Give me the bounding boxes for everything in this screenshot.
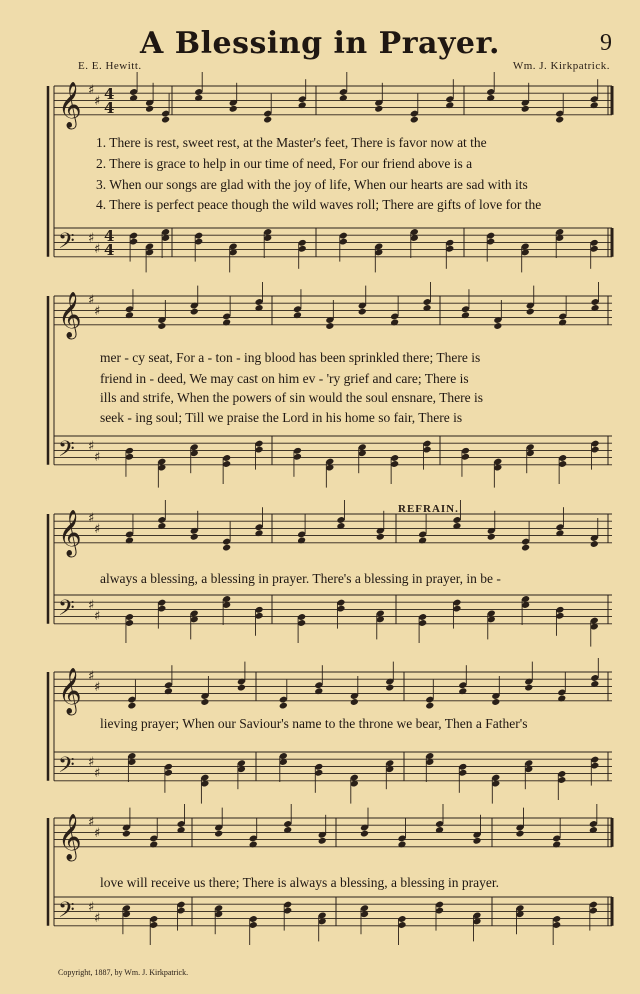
time-signature: 4 <box>104 241 115 259</box>
author-credit: E. E. Hewitt. <box>78 60 142 72</box>
note-head <box>229 105 238 113</box>
bass-clef-icon: 𝄢 <box>58 898 75 928</box>
sharp-icon: ♯ <box>88 439 95 454</box>
note-head <box>157 322 166 330</box>
verse-1-line: 1. There is rest, sweet rest, at the Master's feet, There is favor now at the <box>96 135 487 150</box>
bass-clef-icon: 𝄢 <box>58 753 75 783</box>
note-head <box>487 533 496 541</box>
sharp-icon: ♯ <box>94 450 101 465</box>
verse-2-line: 2. There is grace to help in our time of need, For our friend above is a <box>96 156 473 171</box>
note-head <box>515 830 524 838</box>
note-head <box>127 702 136 710</box>
note-head <box>493 322 502 330</box>
bass-clef-icon: 𝄢 <box>58 437 75 467</box>
time-signature: 4 <box>104 85 115 103</box>
note-head <box>161 116 170 124</box>
treble-clef-icon: 𝄞 <box>58 668 82 714</box>
note-head <box>472 837 481 845</box>
sharp-icon: ♯ <box>94 242 101 257</box>
sharp-icon: ♯ <box>88 511 95 526</box>
sharp-icon: ♯ <box>94 94 101 109</box>
note-head <box>590 540 599 548</box>
time-signature: 4 <box>104 227 115 245</box>
page-number: 9 <box>600 30 612 56</box>
sharp-icon: ♯ <box>94 766 101 781</box>
sharp-icon: ♯ <box>88 231 95 246</box>
sharp-icon: ♯ <box>88 83 95 98</box>
composer-credit: Wm. J. Kirkpatrick. <box>512 60 610 72</box>
note-head <box>358 308 367 316</box>
note-head <box>325 322 334 330</box>
note-head <box>555 116 564 124</box>
sharp-icon: ♯ <box>88 755 95 770</box>
verse-3-line: ills and strife, When the powers of sin would the soul ensnare, There is <box>100 390 484 405</box>
sharp-icon: ♯ <box>94 680 101 695</box>
sharp-icon: ♯ <box>94 609 101 624</box>
note-head <box>190 533 199 541</box>
bass-clef-icon: 𝄢 <box>58 229 75 259</box>
sharp-icon: ♯ <box>88 293 95 308</box>
note-head <box>521 544 530 552</box>
note-head <box>491 698 500 706</box>
sharp-icon: ♯ <box>88 598 95 613</box>
note-head <box>318 837 327 845</box>
note-head <box>200 698 209 706</box>
sharp-icon: ♯ <box>88 815 95 830</box>
note-head <box>410 116 419 124</box>
bass-clef-icon: 𝄢 <box>58 596 75 626</box>
sharp-icon: ♯ <box>94 304 101 319</box>
sharp-icon: ♯ <box>88 900 95 915</box>
refrain-line: lieving prayer; When our Saviour's name to the throne we bear, Then a Father's <box>100 716 528 731</box>
treble-clef-icon: 𝄞 <box>58 814 82 860</box>
refrain-line: love will receive us there; There is always a blessing, a blessing in prayer. <box>100 875 500 890</box>
note-head <box>122 830 131 838</box>
note-head <box>263 116 272 124</box>
verse-4-line: seek - ing soul; Till we praise the Lord in his home so fair, There is <box>100 410 463 425</box>
verse-3-line: 3. When our songs are glad with the joy of life, When our hearts are sad with its <box>96 177 528 192</box>
sharp-icon: ♯ <box>94 911 101 926</box>
refrain-label: REFRAIN. <box>398 503 459 515</box>
verse-1-line: mer - cy seat, For a - ton - ing blood has been sprinkled there; There is <box>100 350 481 365</box>
note-head <box>524 684 533 692</box>
note-head <box>145 105 154 113</box>
note-head <box>385 684 394 692</box>
sharp-icon: ♯ <box>88 669 95 684</box>
note-head <box>374 105 383 113</box>
hymn-title: A Blessing in Prayer. <box>140 26 500 61</box>
treble-clef-icon: 𝄞 <box>58 82 82 128</box>
note-head <box>360 830 369 838</box>
treble-clef-icon: 𝄞 <box>58 510 82 556</box>
verse-4-line: 4. There is perfect peace though the wild waves roll; There are gifts of love for the <box>96 197 542 212</box>
note-head <box>350 698 359 706</box>
note-head <box>425 702 434 710</box>
note-head <box>222 544 231 552</box>
treble-clef-icon: 𝄞 <box>58 292 82 338</box>
time-signature: 4 <box>104 99 115 117</box>
note-head <box>237 684 246 692</box>
note-head <box>279 702 288 710</box>
refrain-line: always a blessing, a blessing in prayer. There's a blessing in prayer, in be - <box>100 571 501 586</box>
sharp-icon: ♯ <box>94 522 101 537</box>
copyright-notice: Copyright, 1887, by Wm. J. Kirkpatrick. <box>58 968 189 977</box>
sharp-icon: ♯ <box>94 826 101 841</box>
verse-2-line: friend in - deed, We may cast on him ev - 'ry grief and care; There is <box>100 371 469 386</box>
note-head <box>214 830 223 838</box>
note-head <box>526 308 535 316</box>
note-head <box>521 105 530 113</box>
note-head <box>376 533 385 541</box>
note-head <box>190 308 199 316</box>
